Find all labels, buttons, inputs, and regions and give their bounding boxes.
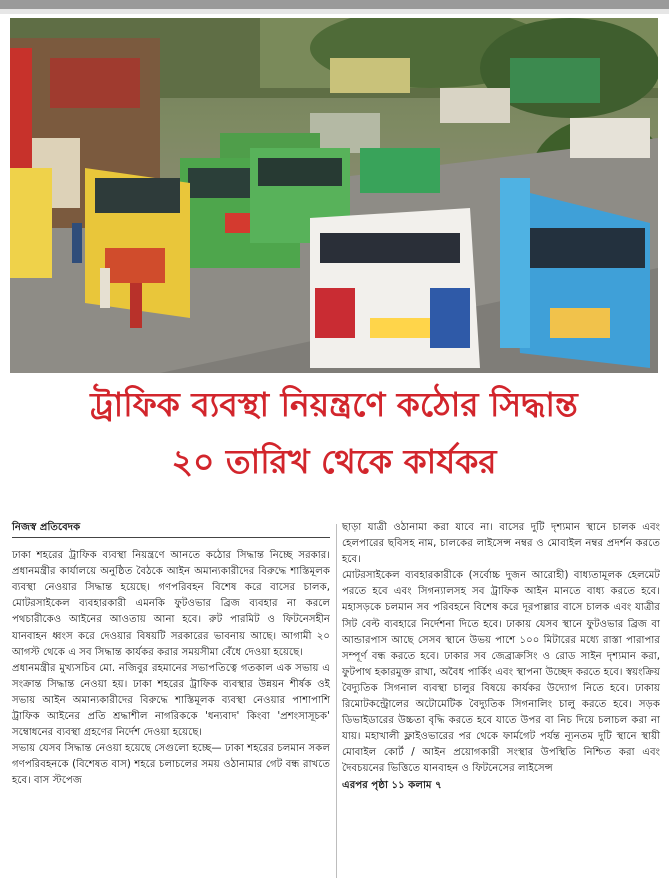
headline [10,376,658,490]
paragraph: ঢাকা শহরের ট্রাফিক ব্যবস্থা নিয়ন্ত্রণে আনতে কঠোর সিদ্ধান্ত নিচ্ছে সরকার। প্রধানমন্ত্রীর কার্যালয়ে অনুষ্ঠিত বৈঠকে আইন অমান্যকারীদের বিরুদ্ধে শাস্তিমূলক ব্যবস্থা নেওয়ার সিদ্ধান্ত হয়েছে। গণপরিবহন বিশেষ করে বাসের চালক, মোটরসাইকেল ব্যবহারকারী এমনকি ফুটওভার ব্রিজ ব্যবহার না করলে পথচারীকেও আইনের আওতায় আনা হবে। রুট পারমিট ও ফিটনেসহীন যানবাহন ধ্বংস করে দেওয়ার বিষয়টি সরকারের ভাবনায় আছে। আগামী ২০ আগস্ট থেকে এ সব সিদ্ধান্ত কার্যকর করার সময়সীমা বেঁধে দেওয়া হয়েছে। [12,550,330,658]
right-column [342,520,660,794]
bus-traffic-illustration [10,18,658,373]
paragraph: সভায় যেসব সিদ্ধান্ত নেওয়া হয়েছে সেগুলো হচ্ছে— ঢাকা শহরের চলমান সকল গণপরিবহনকে (বিশেষত বাস) শহরে চলাচলের সময় ওঠানামার গেট বন্ধ রাখতে হবে। বাস স্টপেজ [12,743,330,787]
article-body [12,520,658,882]
headline-line-2: ২০ তারিখ থেকে কার্যকর [171,442,497,481]
byline: নিজস্ব প্রতিবেদক [12,520,330,538]
paragraph: ছাড়া যাত্রী ওঠানামা করা যাবে না। বাসের দুটি দৃশ্যমান স্থানে চালক এবং হেলপারের ছবিসহ নাম, চালকের লাইসেন্স নম্বর ও মোবাইল নম্বর প্রদর্শন করতে হবে। [342,522,660,566]
headline-line-1: ট্রাফিক ব্যবস্থা নিয়ন্ত্রণে কঠোর সিদ্ধান্ত [90,385,578,424]
column-divider [336,524,337,878]
top-rule-light [0,9,669,14]
paragraph: মোটরসাইকেল ব্যবহারকারীকে (সর্বোচ্চ দুজন আরোহী) বাধ্যতামূলক হেলমেট পরতে হবে এবং সিগন্যালসহ সব ট্রাফিক আইন মানতে বাধ্য করতে হবে। মহাসড়কে চলমান সব পরিবহনে বিশেষ করে দূরপাল্লার বাসে চালক এবং যাত্রীর সিট বেল্ট ব্যবহারে নির্দেশনা দিতে হবে। ঢাকায় যেসব স্থানে ফুটওভার ব্রিজ বা আন্ডারপাস আছে সেসব স্থানে উভয় পাশে ১০০ মিটারের মধ্যে রাস্তা পারাপার সম্পূর্ণ বন্ধ করতে হবে। ঢাকার সব জেব্রাক্রসিং ও রোড সাইন দৃশ্যমান করা, ফুটপাথ হকারমুক্ত রাখা, অবৈধ পার্কিং এবং স্থাপনা উচ্ছেদ করতে হবে। স্বয়ংক্রিয় বৈদ্যুতিক সিগনাল ব্যবস্থা চালুর বিষয়ে কার্যকর উদ্যোগ নিতে হবে। ঢাকায় রিমোটকন্ট্রোলের অটোমেটিক বৈদ্যুতিক সিগনালিং চালু করতে হবে। সড়ক ডিভাইডারের উচ্চতা বৃদ্ধি করতে হবে যাতে উপর বা নিচ দিয়ে চলাচল করা না যায়। মহাখালী ফ্লাইওভারের পর থেকে ফার্মগেট পর্যন্ত ন্যূনতম দুটি স্থানে স্থায়ী মোবাইল কোর্ট / আইন প্রয়োগকারী সংস্থার উপস্থিতি নিশ্চিত করা এবং দৈবচয়নের ভিত্তিতে যানবাহন ও ফিটনেসের লাইসেন্স [342,570,660,775]
left-column [12,520,330,790]
news-photo-buses [10,18,658,373]
paragraph: প্রধানমন্ত্রীর মুখ্যসচিব মো. নজিবুর রহমানের সভাপতিত্বে গতকাল এক সভায় এ সংক্রান্ত সিদ্ধান্ত নেওয়া হয়। ঢাকা শহরের ট্রাফিক ব্যবস্থার উন্নয়ন শীর্ষক ওই সভায় আইন অমান্যকারীদের বিরুদ্ধে শাস্তিমূলক ব্যবস্থা নেওয়ার পাশাপাশি ট্রাফিক আইনের প্রতি শ্রদ্ধাশীল নাগরিককে 'ধন্যবাদ' কিংবা 'প্রশংসাসূচক' সম্বোধনের ব্যবস্থা গ্রহণের নির্দেশ দেওয়া হয়েছে। [12,662,330,739]
top-rule [0,0,669,9]
continuation-note: এরপর পৃষ্ঠা ১১ কলাম ৭ [342,779,442,791]
